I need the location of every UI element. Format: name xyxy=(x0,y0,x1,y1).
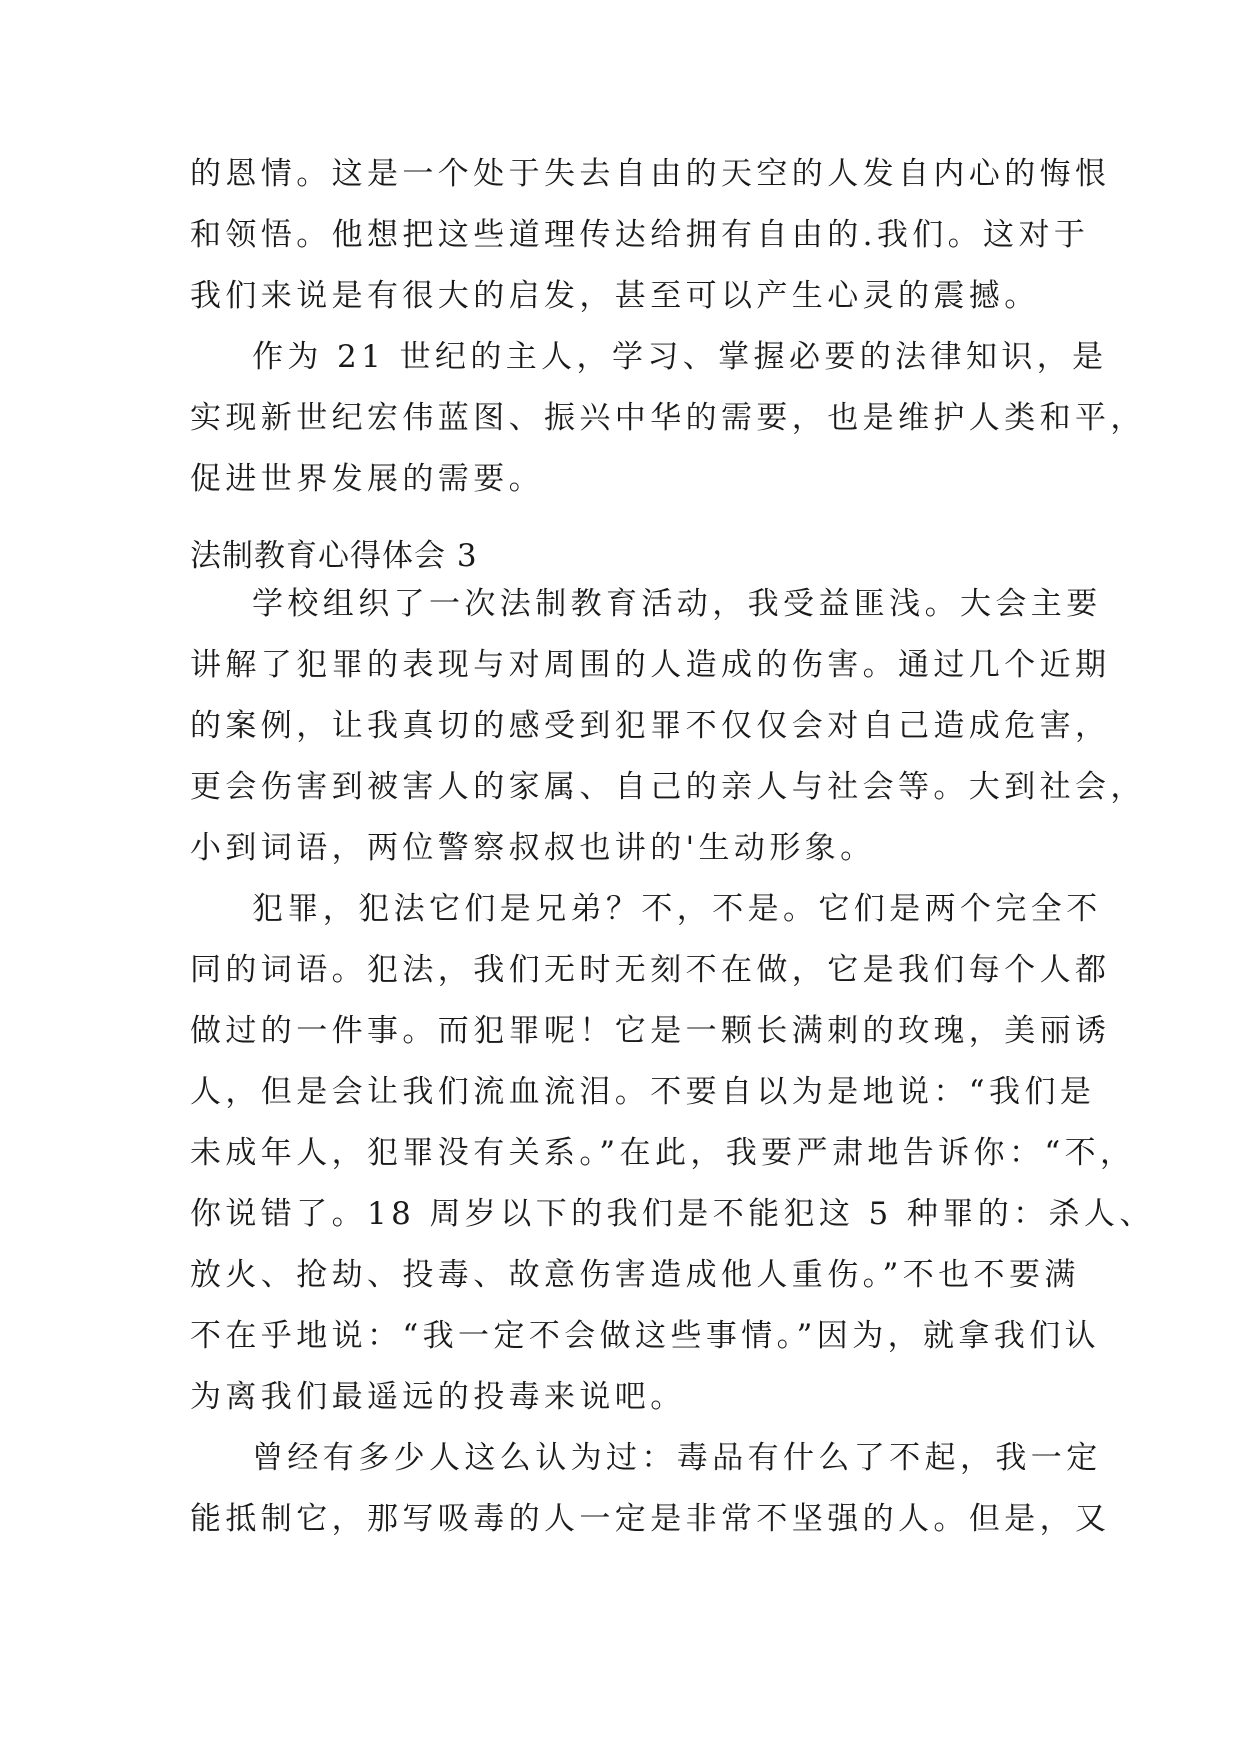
paragraph-line: 我们来说是有很大的启发，甚至可以产生心灵的震撼。 xyxy=(190,278,1040,314)
section-heading: 法制教育心得体会 3 xyxy=(190,538,478,574)
paragraph-line: 人，但是会让我们流血流泪。不要自以为是地说：“我们是 xyxy=(190,1074,1096,1110)
paragraph-line: 讲解了犯罪的表现与对周围的人造成的伤害。通过几个近期 xyxy=(190,647,1111,683)
paragraph-first-line: 学校组织了一次法制教育活动，我受益匪浅。大会主要 xyxy=(252,586,1102,622)
paragraph-line: 小到词语，两位警察叔叔也讲的'生动形象。 xyxy=(190,830,876,866)
paragraph-line: 的案例，让我真切的感受到犯罪不仅仅会对自己造成危害， xyxy=(190,708,1111,744)
paragraph-line: 同的词语。犯法，我们无时无刻不在做，它是我们每个人都 xyxy=(190,952,1111,988)
paragraph-line: 未成年人，犯罪没有关系。”在此，我要严肃地告诉你：“不， xyxy=(190,1135,1136,1171)
paragraph-line: 促进世界发展的需要。 xyxy=(190,461,544,497)
paragraph-line: 的恩情。这是一个处于失去自由的天空的人发自内心的悔恨 xyxy=(190,156,1111,192)
paragraph-line: 不在乎地说：“我一定不会做这些事情。”因为，就拿我们认 xyxy=(190,1318,1100,1354)
paragraph-line: 能抵制它，那写吸毒的人一定是非常不坚强的人。但是，又 xyxy=(190,1501,1111,1537)
paragraph-first-line: 犯罪，犯法它们是兄弟？不，不是。它们是两个完全不 xyxy=(252,891,1102,927)
paragraph-line: 放火、抢劫、投毒、故意伤害造成他人重伤。”不也不要满 xyxy=(190,1257,1080,1293)
paragraph-line: 和领悟。他想把这些道理传达给拥有自由的.我们。这对于 xyxy=(190,217,1090,253)
paragraph-line: 做过的一件事。而犯罪呢！它是一颗长满刺的玫瑰，美丽诱 xyxy=(190,1013,1111,1049)
paragraph-line: 为离我们最遥远的投毒来说吧。 xyxy=(190,1379,686,1415)
paragraph-line: 你说错了。18 周岁以下的我们是不能犯这 5 种罪的：杀人、 xyxy=(190,1196,1155,1232)
paragraph-first-line: 曾经有多少人这么认为过：毒品有什么了不起，我一定 xyxy=(252,1440,1102,1476)
paragraph-line: 更会伤害到被害人的家属、自己的亲人与社会等。大到社会， xyxy=(190,769,1146,805)
paragraph-first-line: 作为 21 世纪的主人，学习、掌握必要的法律知识，是 xyxy=(252,339,1108,375)
paragraph-line: 实现新世纪宏伟蓝图、振兴中华的需要，也是维护人类和平， xyxy=(190,400,1146,436)
